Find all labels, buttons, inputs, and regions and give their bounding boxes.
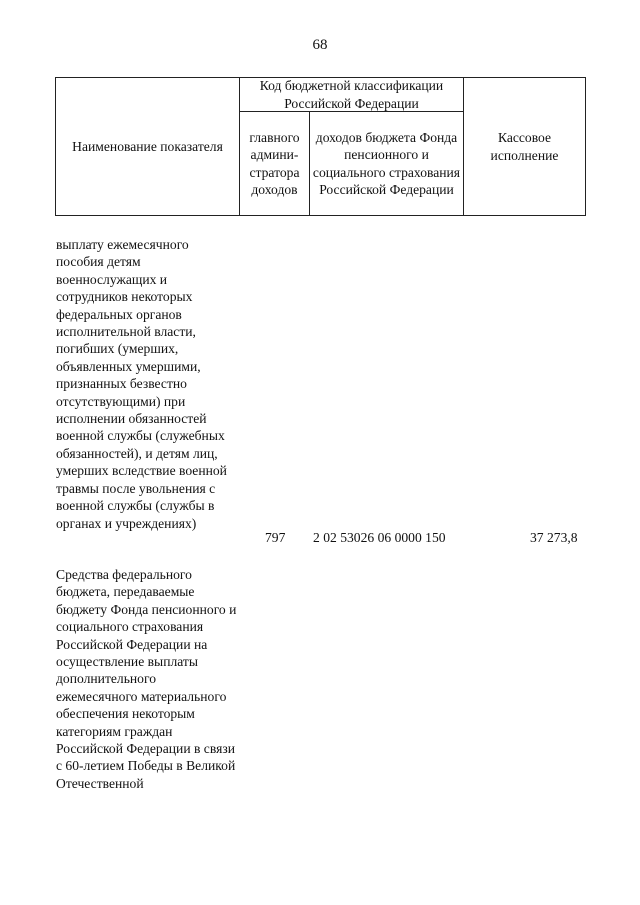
header-border-bottom — [55, 215, 586, 216]
page-number: 68 — [312, 37, 328, 53]
row-name: выплату ежемесячного пособия детям военнослужащих и сотрудников некоторых федеральных органов исполнительной власти, погибших (умерших, объявленных умершими, признанных безвестно отсутствующими) при исполнении обязанностей военной службы (служебных обязанностей), и детям лиц, умерших вследствие военной травмы после увольнения с военной службы (службы в органах и учреждениях) — [56, 237, 227, 531]
header-admin-col: главного админи-стратора доходов — [249, 129, 300, 197]
row-revenue-code: 2 02 53026 06 0000 150 — [313, 530, 446, 545]
header-code-group: Код бюджетной классификации Российской Федерации — [259, 78, 444, 111]
row-admin-code: 797 — [265, 530, 286, 545]
header-border-right — [585, 77, 586, 216]
row-amount: 37 273,8 — [530, 530, 578, 545]
header-revenue-col: доходов бюджета Фонда пенсионного и социального страхования Российской Федерации — [312, 129, 461, 197]
row-name: Средства федерального бюджета, передаваемые бюджету Фонда пенсионного и социального страхования Российской Федерации на осуществление выплаты дополнительного ежемесячного материального обеспечения некоторым категориям граждан Российской Федерации в связи с 60-летием Победы в Великой Отечественной — [56, 567, 237, 791]
header-name-col: Наименование показателя — [72, 138, 223, 154]
table-header — [55, 77, 586, 216]
header-execution-col: Кассовое исполнение — [490, 130, 559, 163]
